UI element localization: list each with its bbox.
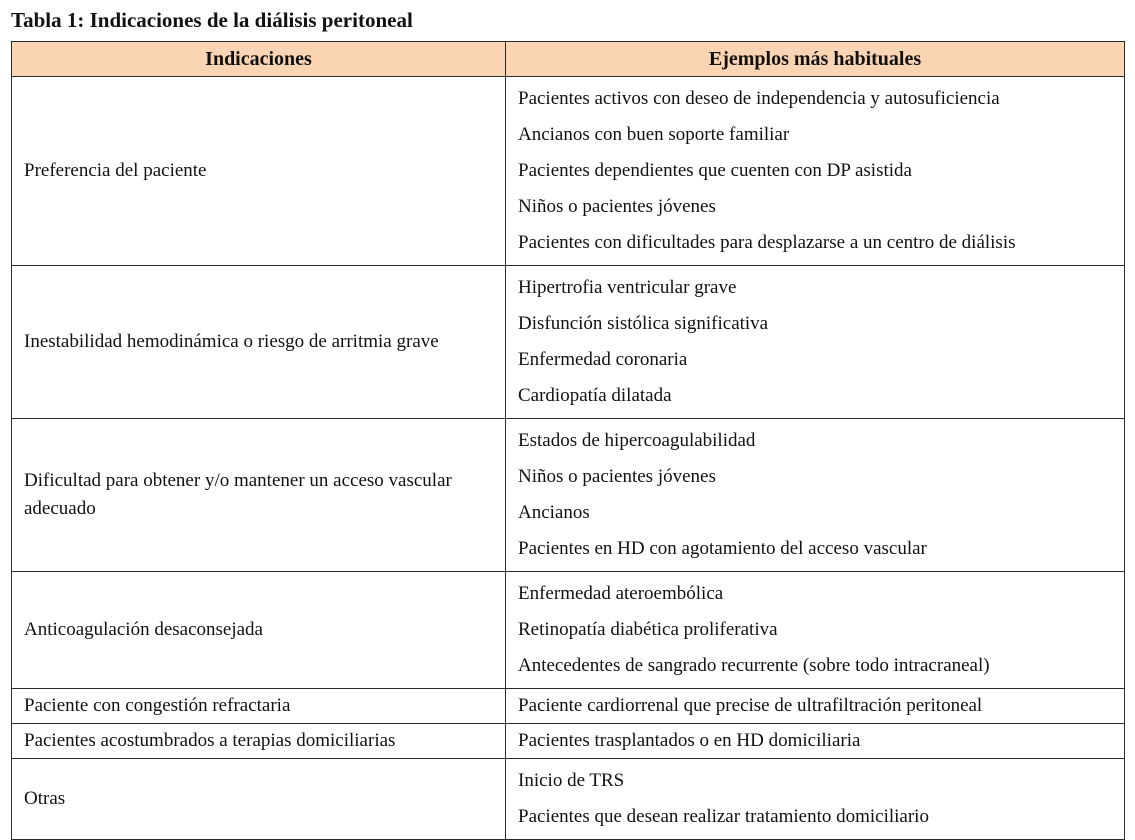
table-row <box>12 266 1125 419</box>
example-item: Pacientes en HD con agotamiento del acceso vascular <box>518 538 927 559</box>
indication-cell: Paciente con congestión refractaria <box>12 689 506 724</box>
example-item: Pacientes trasplantados o en HD domiciliaria <box>518 730 861 751</box>
indication-cell: Dificultad para obtener y/o mantener un acceso vascular adecuado <box>12 419 506 572</box>
example-item: Ancianos <box>518 502 590 523</box>
indication-cell: Pacientes acostumbrados a terapias domiciliarias <box>12 724 506 759</box>
example-item: Pacientes dependientes que cuenten con DP asistida <box>518 160 912 181</box>
example-item: Estados de hipercoagulabilidad <box>518 430 756 451</box>
example-item: Retinopatía diabética proliferativa <box>518 619 778 640</box>
example-item: Disfunción sistólica significativa <box>518 313 769 334</box>
table-row <box>12 724 1125 759</box>
table-row <box>12 419 1125 572</box>
example-item: Ancianos con buen soporte familiar <box>518 124 790 145</box>
examples-cell <box>506 419 1125 572</box>
examples-cell <box>506 689 1125 724</box>
table-row <box>12 689 1125 724</box>
indication-cell: Anticoagulación desaconsejada <box>12 572 506 689</box>
table-title: Tabla 1: Indicaciones de la diálisis peritoneal <box>11 8 413 32</box>
examples-cell <box>506 266 1125 419</box>
example-item: Inicio de TRS <box>518 770 625 791</box>
example-item: Pacientes que desean realizar tratamiento domiciliario <box>518 806 929 827</box>
indications-table <box>11 41 1125 840</box>
example-item: Cardiopatía dilatada <box>518 385 672 406</box>
examples-cell <box>506 724 1125 759</box>
table-row <box>12 759 1125 840</box>
example-item: Hipertrofia ventricular grave <box>518 277 737 298</box>
table-header-row <box>12 42 1125 77</box>
example-item: Paciente cardiorrenal que precise de ultrafiltración peritoneal <box>518 695 983 716</box>
example-item: Enfermedad coronaria <box>518 349 688 370</box>
header-ejemplos: Ejemplos más habituales <box>506 42 1125 77</box>
example-item: Pacientes con dificultades para desplazarse a un centro de diálisis <box>518 232 1016 253</box>
examples-cell <box>506 77 1125 266</box>
table-row <box>12 572 1125 689</box>
example-item: Niños o pacientes jóvenes <box>518 466 716 487</box>
indication-cell: Otras <box>12 759 506 840</box>
indication-cell: Inestabilidad hemodinámica o riesgo de arritmia grave <box>12 266 506 419</box>
example-item: Niños o pacientes jóvenes <box>518 196 716 217</box>
example-item: Enfermedad ateroembólica <box>518 583 724 604</box>
indication-cell: Preferencia del paciente <box>12 77 506 266</box>
example-item: Pacientes activos con deseo de independencia y autosuficiencia <box>518 88 1000 109</box>
examples-cell <box>506 759 1125 840</box>
example-item: Antecedentes de sangrado recurrente (sobre todo intracraneal) <box>518 655 990 676</box>
table-row <box>12 77 1125 266</box>
examples-cell <box>506 572 1125 689</box>
header-indicaciones: Indicaciones <box>12 42 506 77</box>
